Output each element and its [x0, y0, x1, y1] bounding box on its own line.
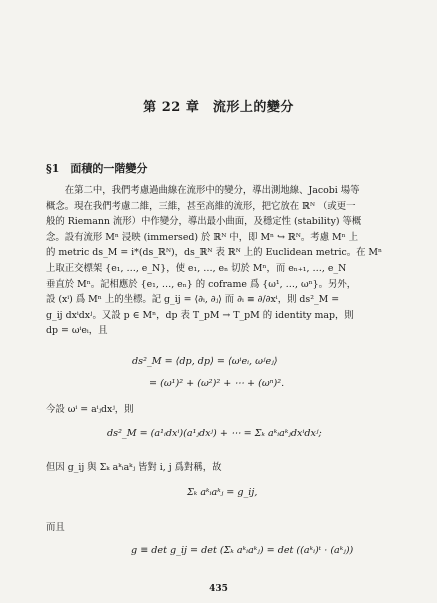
equation-determinant: g ≡ det g_ij = det (Σₖ aᵏᵢaᵏⱼ) = det ((aᵏᵢ)ᵗ · (aᵏⱼ)): [131, 545, 354, 556]
paragraph-line: 上取正交標架 {e₁, …, e_N}，使 e₁, …, eₙ 切於 Mⁿ，而 eₙ₊₁, …, e_N: [46, 262, 347, 274]
text-let: 今設 ωⁱ = aⁱⱼdxʲ，則: [46, 404, 134, 415]
paragraph-line: 設 (xⁱ) 爲 Mⁿ 上的坐標。記 g_ij = ⟨∂ᵢ, ∂ⱼ⟩ 而 ∂ᵢ ≡ ∂/∂xⁱ，則 ds²_M =: [46, 294, 340, 306]
section-title: §1 面積的一階變分: [46, 162, 148, 175]
paragraph-line: g_ij dxⁱdxʲ。又設 p ∈ Mⁿ，dp 表 T_pM → T_pM 的 identity map，則: [46, 309, 354, 321]
paragraph-line: 的 metric ds_M = i*(ds_ℝᴺ)，ds_ℝᴺ 表 ℝᴺ 上的 Euclidean metric。在 Mⁿ: [46, 247, 383, 259]
paragraph-line: 在第二中，我們考慮過曲線在流形中的變分，導出測地線、Jacobi 場等: [46, 185, 360, 196]
paragraph-line: 念。設有流形 Mⁿ 浸映 (immersed) 於 ℝᴺ 中，即 Mⁿ ↪ ℝᴺ。考慮 Mⁿ 上: [46, 231, 358, 243]
chapter-title: 第 22 章 流形上的變分: [143, 100, 294, 115]
paragraph-line: dp = ωⁱeᵢ，且: [46, 325, 108, 337]
paragraph-line: 概念。現在我們考慮二維，三維，甚至高維的流形，把它放在 ℝᴺ （或更一: [46, 200, 356, 212]
equation-metric: ds²_M = ⟨dp, dp⟩ = ⟨ωⁱeᵢ, ωʲeⱼ⟩: [132, 356, 278, 367]
text-symmetric: 但因 g_ij 與 Σₖ aᵏᵢaᵏⱼ 皆對 i, j 爲對稱，故: [46, 462, 222, 473]
text-and: 而且: [46, 522, 65, 533]
equation-gij: Σₖ aᵏᵢaᵏⱼ = g_ij,: [187, 487, 258, 498]
page-number: 435: [209, 584, 228, 594]
paragraph-line: 垂直於 Mⁿ。記相應於 {e₁, …, eₙ} 的 coframe 爲 {ω¹, …, ωⁿ}。另外，: [46, 278, 357, 290]
intro-paragraph: [46, 183, 396, 339]
equation-metric-expansion: ds²_M = (a¹ᵢdxⁱ)(a¹ⱼdxʲ) + ⋯ = Σₖ aᵏᵢaᵏⱼdxⁱdxʲ;: [107, 428, 322, 439]
paragraph-line: 般的 Riemann 流形）中作變分，導出最小曲面，及穩定性 (stability) 等概: [46, 216, 362, 228]
equation-metric-sum: = (ω¹)² + (ω²)² + ⋯ + (ωⁿ)².: [149, 378, 285, 389]
